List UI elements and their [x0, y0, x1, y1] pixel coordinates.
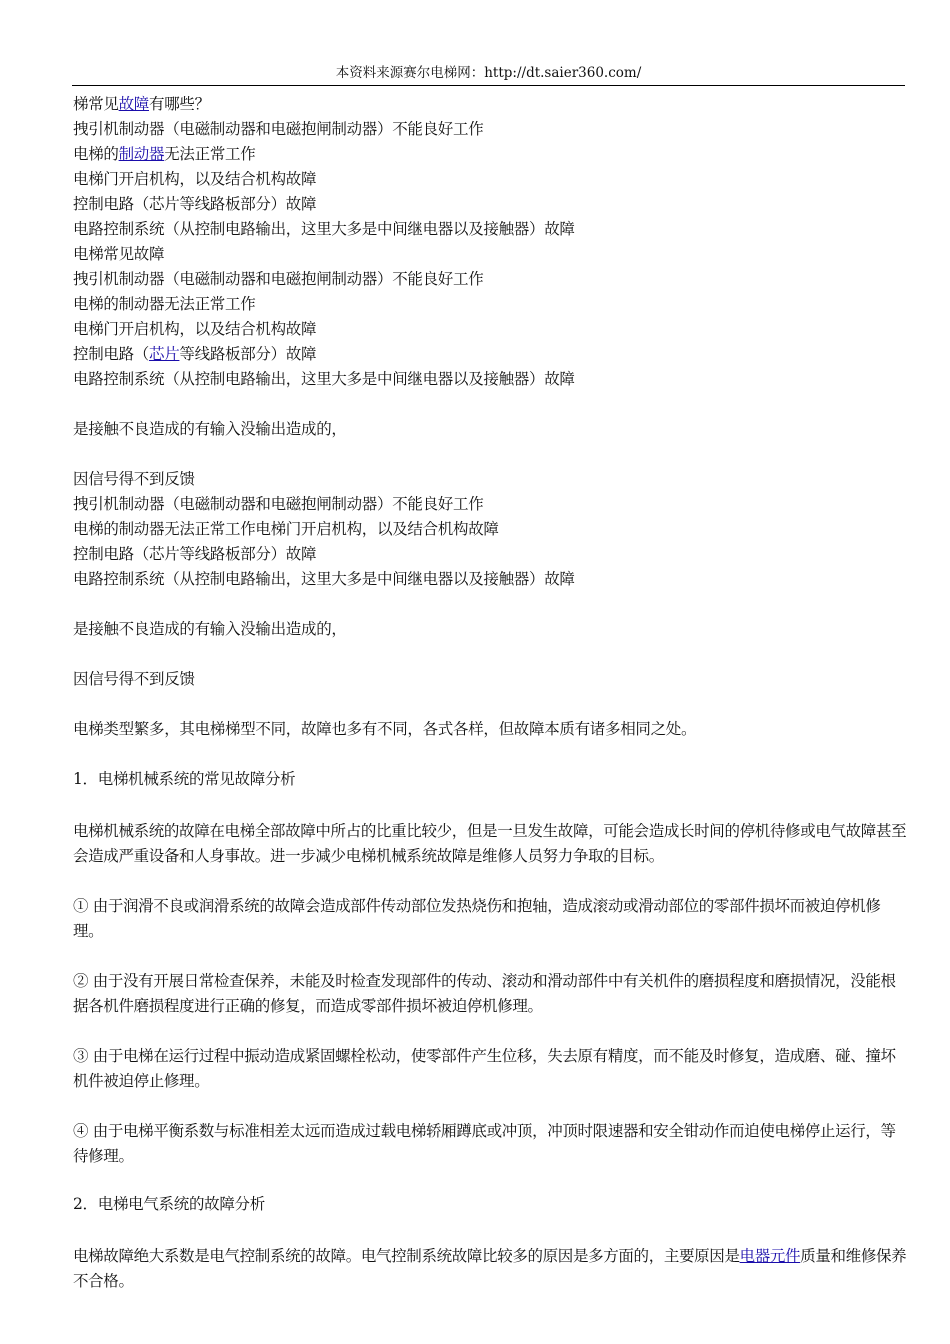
chip-link[interactable]: 芯片 — [149, 345, 180, 363]
brake-link[interactable]: 制动器 — [118, 145, 165, 163]
text-line: 电路控制系统（从控制电路输出，这里大多是中间继电器以及接触器）故障 — [73, 370, 575, 388]
list-item: ② 由于没有开展日常检查保养，未能及时检查发现部件的传动、滚动和滑动部件中有关机件的磨损程度和磨损情况，没能根据各机件磨损程度进行正确的修复，而造成零部件损坏被迫停机修理。 — [73, 972, 896, 1015]
text-line: 电梯门开启机构，以及结合机构故障 — [73, 320, 317, 338]
spacer — [73, 1219, 909, 1244]
paragraph — [73, 1244, 909, 1294]
spacer — [73, 744, 909, 769]
list-item: ① 由于润滑不良或润滑系统的故障会造成部件传动部位发热烧伤和抱轴，造成滚动或滑动部位的零部件损坏而被迫停机修理。 — [73, 897, 881, 940]
section-heading: 2．电梯电气系统的故障分析 — [73, 1195, 265, 1213]
electrical-components-link[interactable]: 电器元件 — [739, 1247, 801, 1265]
text: 电梯的 — [73, 145, 119, 163]
text: 有哪些？ — [149, 95, 210, 113]
document-body — [73, 94, 909, 1319]
text-line: 拽引机制动器（电磁制动器和电磁抱闸制动器）不能良好工作 — [73, 120, 484, 138]
section-heading: 1．电梯机械系统的常见故障分析 — [73, 770, 296, 788]
spacer — [73, 394, 909, 419]
text: 梯常见 — [73, 95, 119, 113]
text: 质量和维修保养不合格。 — [73, 1247, 907, 1290]
text-line: 电梯的制动器无法正常工作 — [73, 295, 256, 313]
list-item: ④ 由于电梯平衡系数与标准相差太远而造成过载电梯轿厢蹲底或冲顶，冲顶时限速器和安全钳动作而迫使电梯停止运行，等待修理。 — [73, 1122, 896, 1165]
text-line: 因信号得不到反馈 — [73, 470, 195, 488]
spacer — [73, 444, 909, 469]
text-line — [73, 344, 909, 369]
text: 等线路板部分）故障 — [179, 345, 317, 363]
text-line: 电梯门开启机构，以及结合机构故障 — [73, 170, 317, 188]
text-line: 拽引机制动器（电磁制动器和电磁抱闸制动器）不能良好工作 — [73, 270, 484, 288]
text-line: 控制电路（芯片等线路板部分）故障 — [73, 195, 317, 213]
spacer — [73, 794, 909, 819]
text-line: 拽引机制动器（电磁制动器和电磁抱闸制动器）不能良好工作 — [73, 495, 484, 513]
spacer — [73, 694, 909, 719]
spacer — [73, 644, 909, 669]
text: 电梯故障绝大系数是电气控制系统的故障。电气控制系统故障比较多的原因是多方面的，主要原因是 — [73, 1247, 740, 1265]
text-line: 电梯的制动器无法正常工作电梯门开启机构，以及结合机构故障 — [73, 520, 499, 538]
spacer — [73, 594, 909, 619]
question-line — [73, 94, 909, 119]
text-line: 是接触不良造成的有输入没输出造成的， — [73, 420, 347, 438]
page-header: 本资料来源赛尔电梯网：http://dt.saier360.com/ — [72, 64, 905, 86]
text: 控制电路（ — [73, 345, 150, 363]
list-item: ③ 由于电梯在运行过程中振动造成紧固螺栓松动，使零部件产生位移，失去原有精度，而不能及时修复，造成磨、碰、撞坏机件被迫停止修理。 — [73, 1047, 896, 1090]
text-line: 是接触不良造成的有输入没输出造成的， — [73, 620, 347, 638]
text: 无法正常工作 — [164, 145, 256, 163]
text-line: 电路控制系统（从控制电路输出，这里大多是中间继电器以及接触器）故障 — [73, 570, 575, 588]
text-line — [73, 144, 909, 169]
text-line: 控制电路（芯片等线路板部分）故障 — [73, 545, 317, 563]
paragraph: 电梯机械系统的故障在电梯全部故障中所占的比重比较少，但是一旦发生故障，可能会造成长时间的停机待修或电气故障甚至会造成严重设备和人身事故。进一步减少电梯机械系统故障是维修人员努力争取的目标。 — [73, 822, 907, 865]
text-line: 电路控制系统（从控制电路输出，这里大多是中间继电器以及接触器）故障 — [73, 220, 575, 238]
text-line: 因信号得不到反馈 — [73, 670, 195, 688]
text-line: 电梯常见故障 — [73, 245, 165, 263]
fault-link[interactable]: 故障 — [118, 95, 150, 113]
text-line: 电梯类型繁多，其电梯梯型不同，故障也多有不同，各式各样，但故障本质有诸多相同之处。 — [73, 720, 697, 738]
